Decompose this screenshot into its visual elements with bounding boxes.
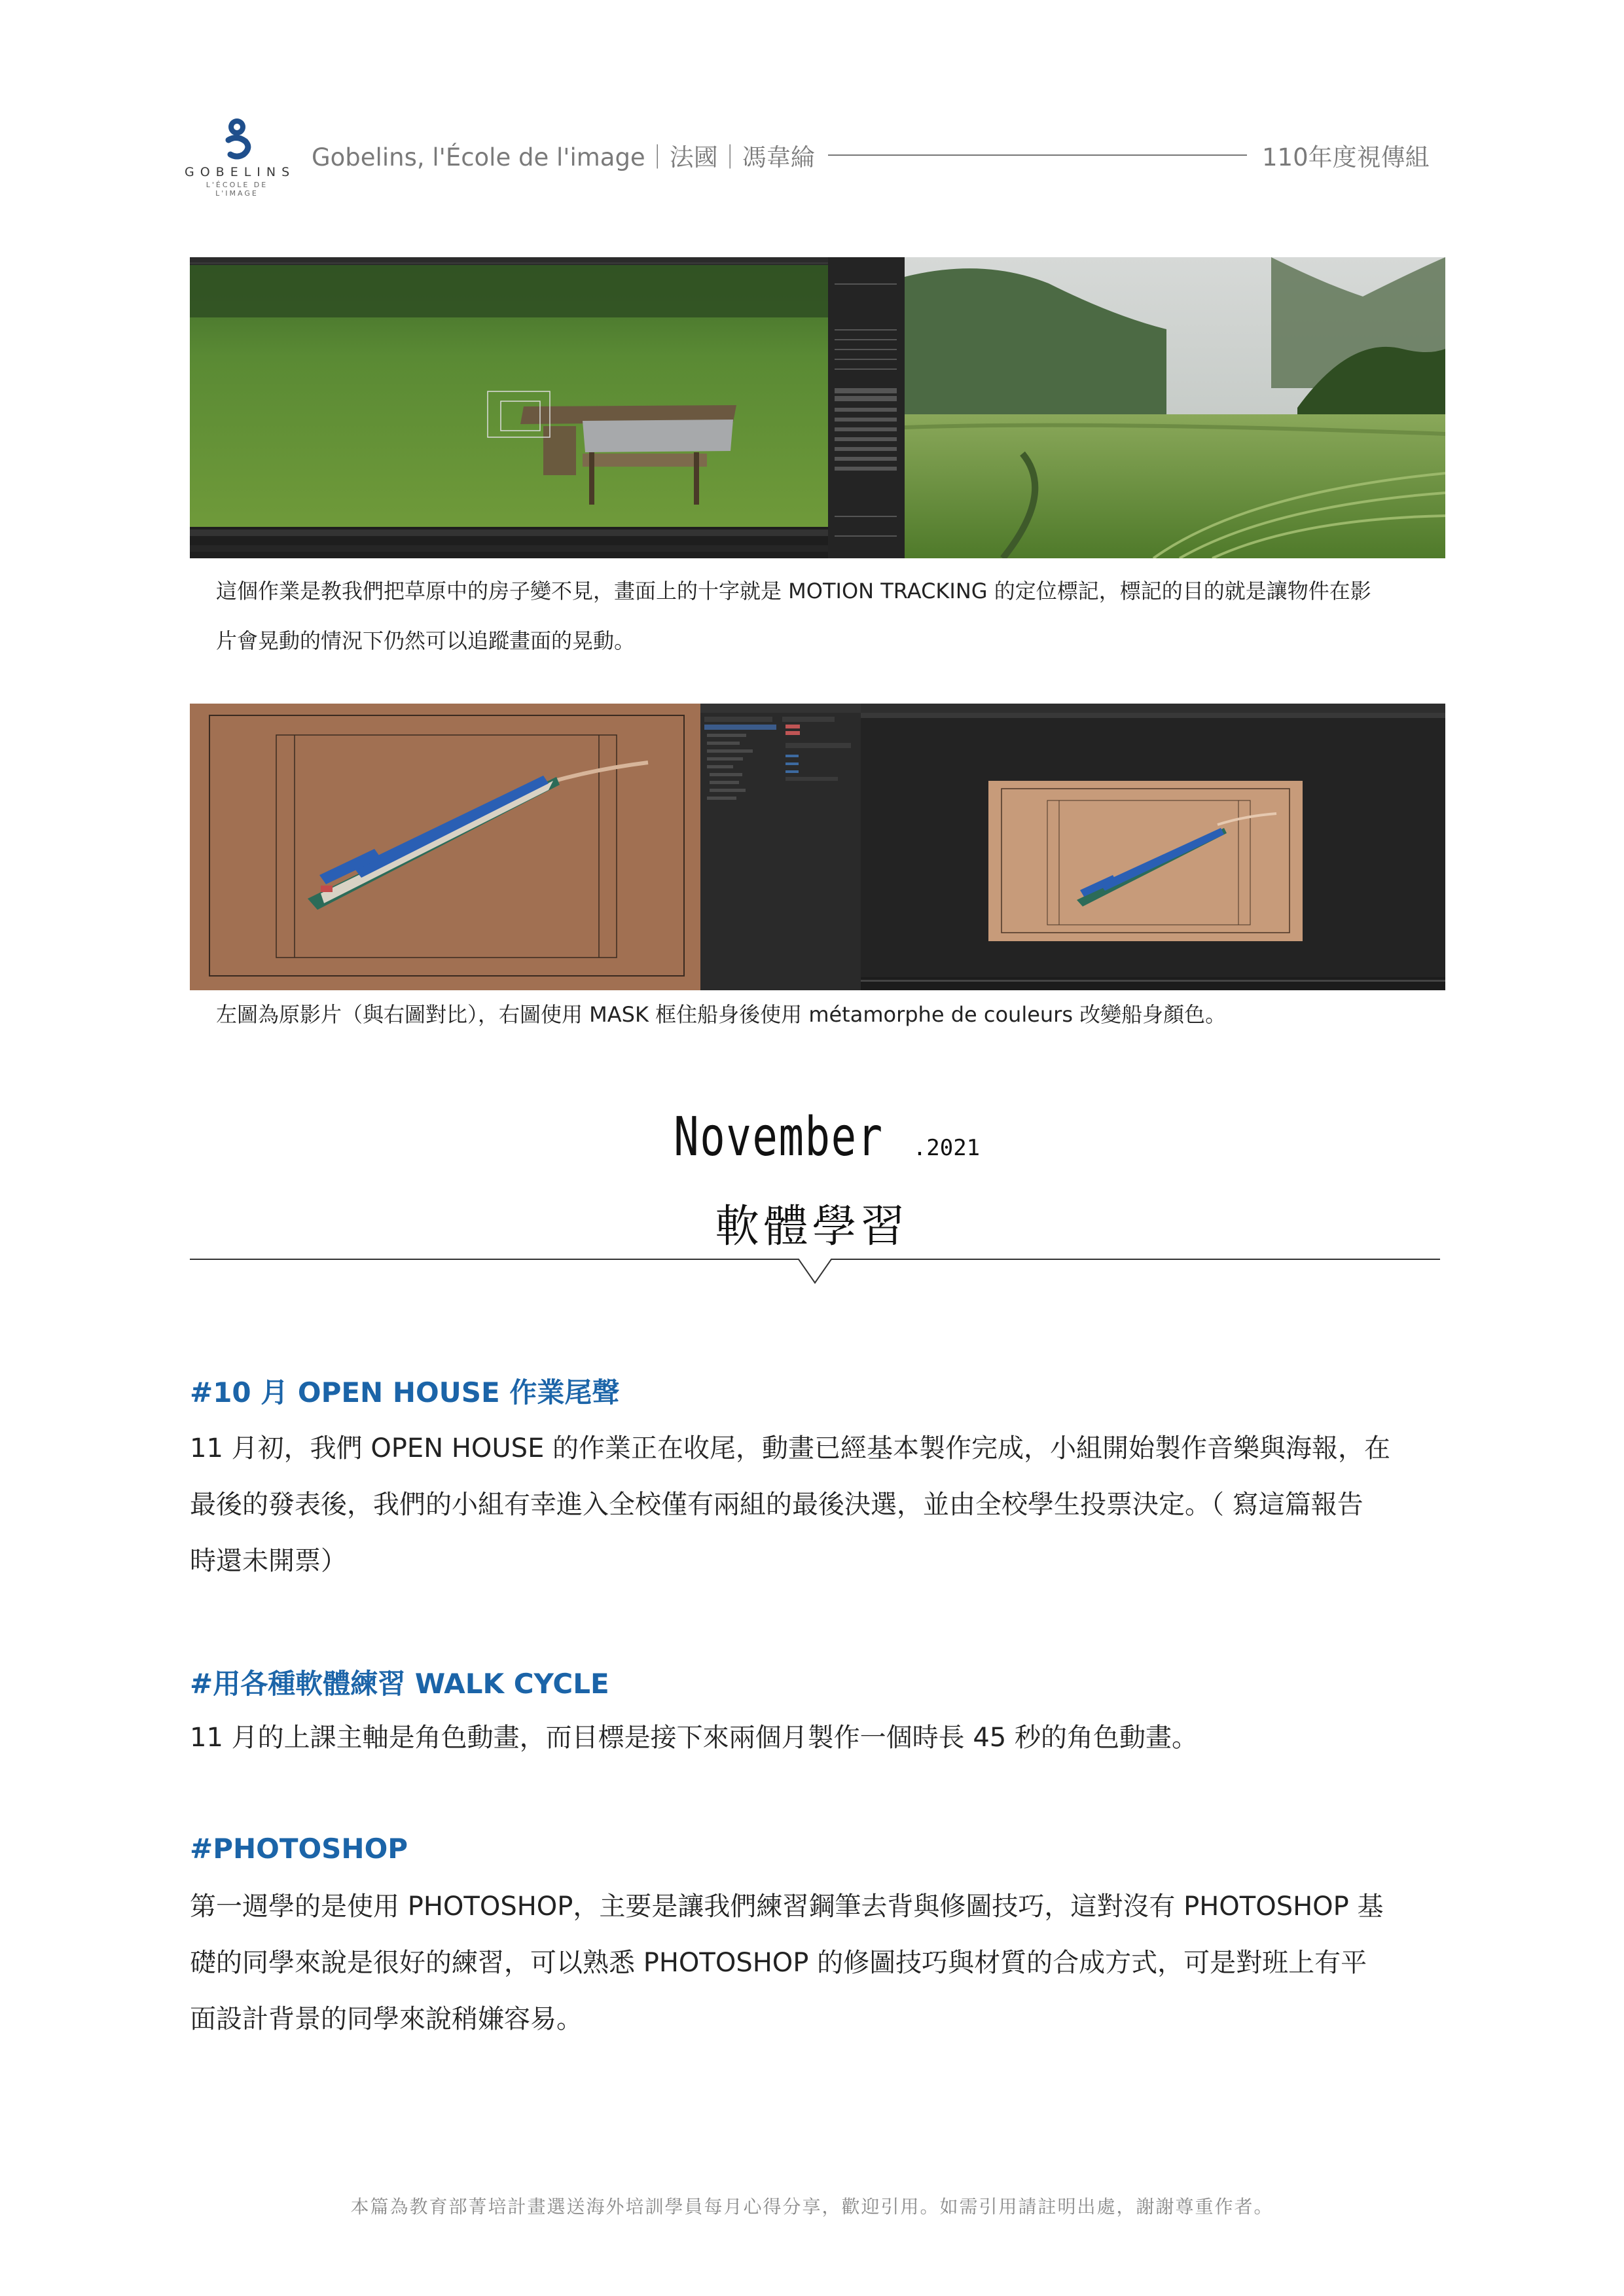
section-divider (190, 1257, 1440, 1296)
article-3-line-2: 礎的同學來說是很好的練習，可以熟悉 PHOTOSHOP 的修圖技巧與材質的合成方式，可是對班上有平 (190, 1948, 1367, 1978)
figure-1-caption-line-2: 片會晃動的情況下仍然可以追蹤畫面的晃動。 (216, 628, 636, 653)
article-1-line-1: 11 月初，我們 OPEN HOUSE 的作業正在收尾，動畫已經基本製作完成，小組開始製作音樂與海報，在 (190, 1433, 1391, 1463)
figure-1-caption (216, 566, 1440, 666)
figure-1-caption-line-1: 這個作業是教我們把草原中的房子變不見，畫面上的十字就是 MOTION TRACKING 的定位標記，標記的目的就是讓物件在影 (216, 579, 1371, 603)
figure-2-software-ui (700, 704, 1445, 990)
article-2-hashtag: #用各種軟體練習 WALK CYCLE (190, 1668, 609, 1700)
article-3-body (190, 1878, 1440, 2047)
month-year: .2021 (912, 1135, 981, 1161)
article-3-line-3: 面設計背景的同學來說稍嫌容易。 (190, 2004, 583, 2034)
section-month (0, 1106, 1624, 1168)
article-1-body (190, 1420, 1440, 1589)
gobelins-logo (185, 117, 296, 198)
figure-2-original-boat (190, 704, 700, 990)
header-group: 110年度視傳組 (1262, 143, 1430, 171)
gobelins-logo-icon (185, 117, 289, 164)
header-rule (828, 154, 1247, 156)
header-school-name: Gobelins, l'École de l'image｜法國｜馮韋綸 (312, 143, 815, 171)
article-1-line-2: 最後的發表後，我們的小組有幸進入全校僅有兩組的最後決選，並由全校學生投票決定。（ 寫這篇報告 (190, 1490, 1363, 1520)
article-3-hashtag: #PHOTOSHOP (190, 1833, 408, 1865)
figure-2-caption: 左圖為原影片（與右圖對比），右圖使用 MASK 框住船身後使用 métamorphe de couleurs 改變船身顏色。 (216, 1002, 1227, 1027)
article-2-body (190, 1710, 1440, 1766)
logo-wordmark: GOBELINS (185, 165, 296, 179)
article-1-hashtag: #10 月 OPEN HOUSE 作業尾聲 (190, 1376, 620, 1408)
figure-1-screenshot (190, 257, 905, 558)
page-footer: 本篇為教育部菁培計畫選送海外培訓學員每月心得分享，歡迎引用。如需引用請註明出處，謝謝尊重作者。 (350, 2196, 1274, 2217)
figure-1-landscape-photo (905, 257, 1445, 558)
article-2-line-1: 11 月的上課主軸是角色動畫，而目標是接下來兩個月製作一個時長 45 秒的角色動畫。 (190, 1723, 1198, 1753)
article-1-line-3: 時還未開票） (190, 1546, 347, 1576)
logo-subtitle: L'ÉCOLE DE L'IMAGE (206, 181, 268, 198)
article-3-line-1: 第一週學的是使用 PHOTOSHOP，主要是讓我們練習鋼筆去背與修圖技巧，這對沒有 PHOTOSHOP 基 (190, 1892, 1384, 1922)
section-title: 軟體學習 (715, 1201, 909, 1253)
chevron-down-icon (190, 1259, 1440, 1283)
month-name: November (674, 1106, 884, 1168)
